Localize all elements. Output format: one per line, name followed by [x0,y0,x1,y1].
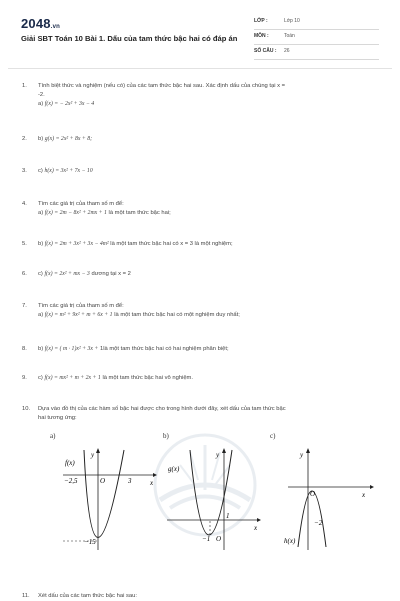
meta-row-subject [254,30,379,45]
formula: h(x) = 3x² + 7x − 10 [44,168,93,174]
question-number: 10. [22,406,31,412]
part-label: c) [38,168,43,174]
part-label: b) [38,136,44,142]
header-divider [8,68,392,69]
graph-a [58,445,158,555]
x-label: x [362,491,366,499]
meta-table [254,15,379,60]
question-text: là một tam thức bậc hai; [108,210,171,216]
formula: f(x) = m² + 9x² + m + 6x + 1 [44,312,113,318]
x-label: x [150,479,154,487]
document-title: Giải SBT Toán 10 Bài 1. Dấu của tam thức bậc hai có đáp án [21,34,238,43]
question-text: Tìm các giá trị của tham số m để: [38,303,124,309]
y-axis-arrow [96,448,100,453]
formula: f(x) = ( m · 1)x² + 3x + [44,346,99,352]
meta-row-count [254,45,379,60]
formula: f(x) = 2m − 8x² + 2mx + 1 [44,210,107,216]
origin-label: O [100,477,106,485]
formula: f(x) = mx² + m + 2x + 1 [44,375,101,381]
formula: f(x) = 2x² + mx − 3 [44,271,90,277]
graph-a-label: a) [50,432,56,440]
graph-c [278,445,378,555]
y-label: y [300,451,304,459]
tick-label: −15 [84,538,96,546]
y-label: y [91,451,95,459]
meta-value: Lớp 10 [284,18,300,24]
question-text: Xét dấu của các tam thức bậc hai sau: [38,593,137,599]
part-label: b) [38,346,44,352]
part-label: c) [38,271,43,277]
question-text: hai tương ứng: [38,415,77,421]
tick-label: 1 [226,512,230,520]
function-label: h(x) [284,537,296,545]
part-label: c) [38,375,43,381]
meta-row-class [254,15,379,30]
question-number: 6. [22,271,27,277]
y-label: y [216,451,220,459]
question-number: 4. [22,201,27,207]
function-label: f(x) [65,459,75,467]
graph-b-label: b) [163,432,169,440]
x-axis-arrow [257,518,261,522]
question-number: 8. [22,346,27,352]
question-number: 1. [22,83,27,89]
question-text: Tìm các giá trị của tham số m để: [38,201,124,207]
question-number: 5. [22,241,27,247]
meta-label: MÔN : [254,33,269,39]
tick-label: −2 [314,519,323,527]
question-number: 2. [22,136,27,142]
question-number: 9. [22,375,27,381]
meta-label: LỚP : [254,18,268,24]
question-number: 3. [22,168,27,174]
tick-label: −1 [202,535,211,543]
question-text: dương tại x = 2 [91,271,131,277]
question-text: là một tam thức bậc hai vô nghiệm. [102,375,193,381]
part-label: a) [38,210,44,216]
meta-value: Toán [284,33,295,39]
y-axis-arrow [306,448,310,453]
logo-suffix: .vn [50,24,61,30]
question-text: -2. [38,92,45,98]
function-label: g(x) [168,465,180,473]
question-text: Dựa vào đồ thị của các hàm số bậc hai được cho trong hình dưới đây, xét dấu của tam thức bậc [38,406,286,412]
formula: f(x) = 2m + 3x² + 3x − 4m² [44,241,109,247]
site-logo[interactable] [21,16,60,31]
tick-label: 3 [128,477,132,485]
question-text: Tính biệt thức và nghiệm (nếu có) của các tam thức bậc hai sau. Xác định dấu của chúng tại x = [38,83,286,89]
question-number: 7. [22,303,27,309]
graph-b [162,445,262,555]
part-label: a) [38,312,44,318]
x-axis-arrow [370,485,374,489]
formula: f(x) = − 2x² + 3x − 4 [44,101,95,107]
meta-label: SỐ CÂU : [254,48,277,54]
part-label: b) [38,241,44,247]
formula: g(x) = 2x² + 8x + 8; [44,136,93,142]
question-number: 11. [22,593,30,599]
question-text: 1là một tam thức bậc hai có hai nghiệm phân biệt; [99,346,229,352]
parabola-curve [190,450,232,535]
meta-value: 26 [284,48,290,54]
document-header [0,0,400,70]
tick-label: −2,5 [64,477,78,485]
question-text: là một tam thức bậc hai có một nghiệm duy nhất; [114,312,240,318]
x-label: x [254,524,258,532]
parabola-curve [84,450,124,538]
y-axis-arrow [222,448,226,453]
x-axis-arrow [153,473,157,477]
part-label: a) [38,101,44,107]
origin-label: O [216,535,222,543]
logo-main: 2048 [21,16,51,31]
graph-c-label: c) [270,432,276,440]
origin-label: O [310,490,316,498]
question-text: là một tam thức bậc hai có x = 3 là một nghiệm; [110,241,233,247]
